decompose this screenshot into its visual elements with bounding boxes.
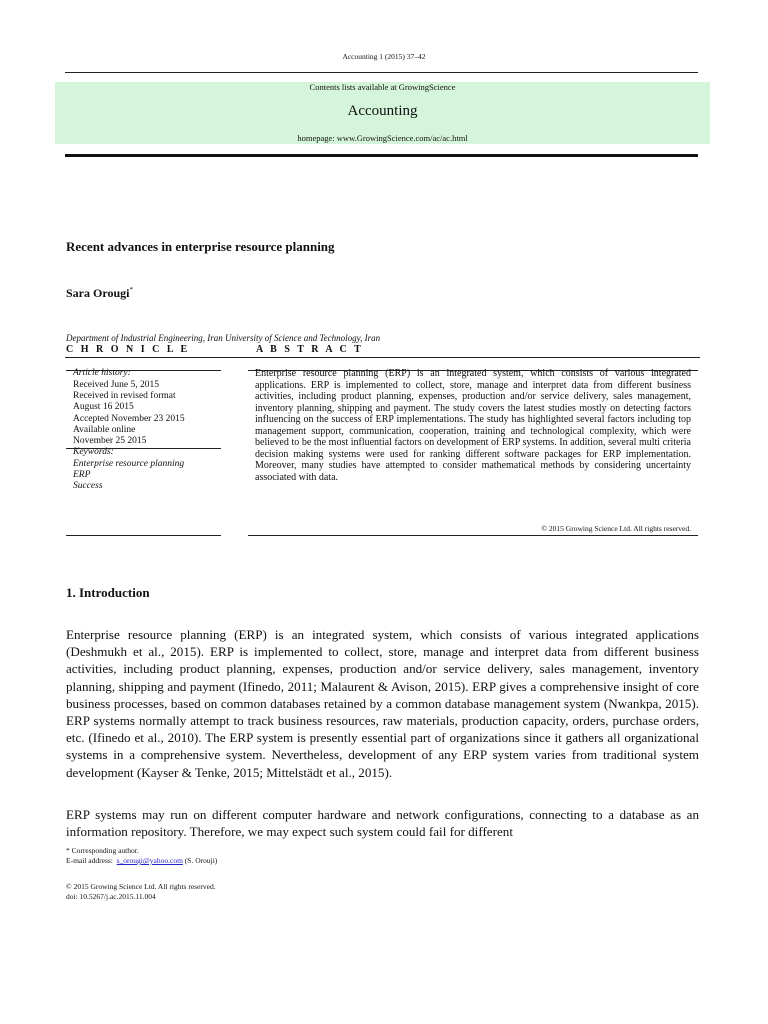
footer-doi[interactable]: doi: 10.5267/j.ac.2015.11.004 bbox=[66, 892, 156, 901]
intro-paragraph-2: ERP systems may run on different computer hardware and network configurations, connecting to a database as an information repository. Therefore, we may expect such system could fail for different bbox=[66, 807, 699, 840]
chronicle-bottom-rule bbox=[66, 535, 221, 536]
abstract-heading: A B S T R A C T bbox=[256, 344, 364, 355]
keywords-label: Keywords: bbox=[73, 447, 114, 457]
article-author bbox=[66, 286, 133, 301]
abstract-text: Enterprise resource planning (ERP) is an integrated system, which consists of various integrated applications. ERP is implemented to collect, store, manage and interpret data from different business activities, including product planning, expenses, production and/or service delivery, sales management, inventory planning, shipping and payment. The study covers the latest studies mostly on detecting factors influencing on the success of ERP implementations. The study has highlighted several factors including top management support, communication, cooperation, training and technological complexity, which were believed to be the most influential factors on development of ERP systems. In addition, several multi criteria decision making systems were used for ranking different software packages for ERP implementation. Moreover, many studies have attempted to consider mathematical methods by considering uncertainty associated with data. bbox=[255, 368, 691, 483]
keywords-list bbox=[73, 459, 184, 493]
section-rule bbox=[65, 357, 700, 358]
history-line: August 16 2015 bbox=[73, 402, 134, 413]
abstract-bottom-rule bbox=[248, 535, 698, 536]
email-owner: (S. Orouji) bbox=[182, 856, 218, 865]
history-line: Available online bbox=[73, 424, 136, 435]
chronicle-heading: C H R O N I C L E bbox=[66, 344, 190, 355]
intro-paragraph-1: Enterprise resource planning (ERP) is an integrated system, which consists of various integrated applications (Deshmukh et al., 2015). ERP is implemented to collect, store, manage and interpret data from different business activities, including product planning, expenses, production and/or service delivery, sales management, inventory planning, shipping and payment (Ifinedo, 2011; Malaurent & Avison, 2015). ERP gives a comprehensive insight of core business processes, based on common databases retained by a common database management system (Nwankpa, 2015). ERP systems normally attempt to track business resources, raw materials, production capacity, orders, purchase orders, etc. (Ifinedo et al., 2010). The ERP system is presently essential part of organizations since it gathers all organizational systems in a comprehensive system. Nevertheless, development of any ERP system varies from traditional system development (Kayser & Tenke, 2015; Mittelstädt et al., 2015). bbox=[66, 627, 699, 780]
author-corresponding-mark: * bbox=[129, 286, 133, 294]
history-line: Received June 5, 2015 bbox=[73, 380, 160, 390]
journal-title: Accounting bbox=[347, 103, 418, 119]
footer-copyright: © 2015 Growing Science Ltd. All rights reserved. bbox=[66, 882, 216, 891]
banner-thick-rule bbox=[65, 154, 698, 157]
keyword-item: Success bbox=[73, 481, 103, 492]
header-rule bbox=[65, 72, 698, 73]
abstract-copyright: © 2015 Growing Science Ltd. All rights reserved. bbox=[541, 524, 691, 533]
article-history-label: Article history: bbox=[73, 368, 131, 378]
article-title: Recent advances in enterprise resource planning bbox=[66, 239, 335, 254]
author-name: Sara Orougi bbox=[66, 286, 130, 300]
author-affiliation: Department of Industrial Engineering, Iran University of Science and Technology, Iran bbox=[66, 333, 381, 343]
email-label: E-mail address: bbox=[66, 856, 113, 865]
history-line: November 25 2015 bbox=[73, 436, 147, 447]
history-line: Accepted November 23 2015 bbox=[73, 413, 185, 424]
banner-contents-line: Contents lists available at GrowingScience bbox=[309, 82, 456, 92]
article-history bbox=[73, 380, 185, 447]
section-heading-introduction: 1. Introduction bbox=[66, 585, 150, 600]
history-line: Received in revised format bbox=[73, 391, 176, 402]
keyword-item: ERP bbox=[73, 470, 91, 481]
email-link[interactable]: s_orougi@yahoo.com bbox=[116, 856, 183, 865]
journal-homepage[interactable]: homepage: www.GrowingScience.com/ac/ac.html bbox=[297, 133, 468, 143]
keyword-item: Enterprise resource planning bbox=[73, 459, 185, 469]
footnote-email bbox=[66, 856, 217, 865]
running-header: Accounting 1 (2015) 37–42 bbox=[342, 52, 426, 61]
footnote-corresponding: * Corresponding author. bbox=[66, 846, 139, 855]
